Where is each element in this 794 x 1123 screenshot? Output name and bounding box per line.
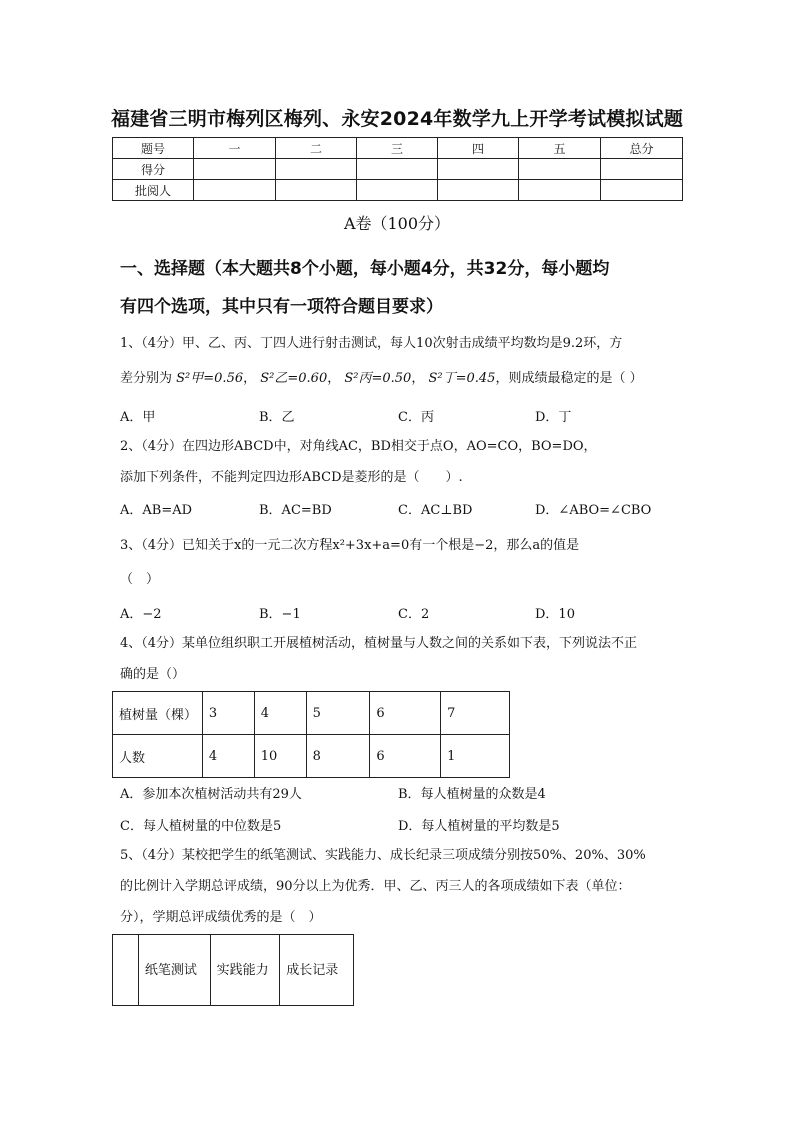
q1-prefix: 差分别为: [120, 371, 173, 386]
q4-options-row1: [120, 783, 690, 803]
q3-option-b: B．−1: [259, 607, 301, 622]
score-cell: [357, 159, 438, 180]
q1-variance-3: S²丙=0.50: [344, 371, 412, 386]
q2-options: [120, 499, 690, 519]
score-cell: [519, 180, 601, 201]
score-cell: [519, 159, 601, 180]
score-cell: [194, 159, 276, 180]
q4-option-c: C．每人植树量的中位数是5: [120, 819, 282, 834]
section-1-heading-line2: 有四个选项，其中只有一项符合题目要求）: [120, 297, 443, 317]
q2-option-c: C．AC⊥BD: [398, 503, 473, 518]
q4-line1: 4、（4分）某单位组织职工开展植树活动，植树量与人数之间的关系如下表，下列说法不正: [120, 636, 638, 651]
q1-option-a: A．甲: [120, 410, 156, 425]
section-a-heading: A卷（100分）: [343, 214, 451, 233]
q5-table-header-row: [113, 935, 354, 1006]
q4-table-cell: 5: [306, 692, 370, 735]
q1-option-b: B．乙: [259, 410, 295, 425]
q4-table-cell: 植树量（棵）: [113, 692, 203, 735]
q4-table-cell: 7: [441, 692, 510, 735]
score-header-cell: 总分: [601, 138, 683, 159]
q1-variance-4: S²丁=0.45: [428, 371, 496, 386]
exam-title: 福建省三明市梅列区梅列、永安2024年数学九上开学考试模拟试题: [110, 108, 684, 130]
q4-option-d: D．每人植树量的平均数是5: [398, 819, 560, 834]
score-cell: [438, 159, 519, 180]
q3-options: [120, 603, 690, 623]
score-cell: [276, 159, 357, 180]
q5-line2: 的比例计入学期总评成绩，90分以上为优秀．甲、乙、丙三人的各项成绩如下表（单位：: [120, 879, 631, 894]
q4-table-cell: 1: [441, 735, 510, 778]
q2-line2: 添加下列条件，不能判定四边形ABCD是菱形的是（ ）.: [120, 470, 463, 485]
q5-data-table: [112, 934, 354, 1006]
score-row: [113, 159, 683, 180]
q4-table-row: [113, 735, 510, 778]
q5-table-cell: [113, 935, 139, 1006]
score-table-header-row: [113, 138, 683, 159]
q3-line1: 3、（4分）已知关于x的一元二次方程x²+3x+a=0有一个根是−2，那么a的值是: [120, 538, 580, 553]
score-cell: [194, 180, 276, 201]
q5-table-header: 纸笔测试: [138, 935, 210, 1006]
score-cell: [357, 180, 438, 201]
q2-option-a: A．AB=AD: [120, 503, 193, 518]
q4-option-a: A．参加本次植树活动共有29人: [120, 787, 302, 802]
q4-table-cell: 8: [306, 735, 370, 778]
reviewer-row: [113, 180, 683, 201]
score-row-label: 批阅人: [113, 180, 194, 201]
score-cell: [601, 159, 683, 180]
score-cell: [438, 180, 519, 201]
q5-line1: 5、（4分）某校把学生的纸笔测试、实践能力、成长纪录三项成绩分别按50%、20%、30%: [120, 848, 646, 863]
q3-option-c: C．2: [398, 607, 430, 622]
score-cell: [276, 180, 357, 201]
q4-table-cell: 3: [202, 692, 254, 735]
q2-option-d: D．∠ABO=∠CBO: [535, 503, 652, 518]
q5-line3: 分），学期总评成绩优秀的是（ ）: [120, 910, 322, 925]
q1-suffix: ，则成绩最稳定的是（ ）: [495, 371, 643, 386]
score-header-cell: 四: [438, 138, 519, 159]
q4-options-row2: [120, 815, 690, 835]
q4-table-cell: 6: [370, 735, 441, 778]
q4-table-cell: 人数: [113, 735, 203, 778]
score-row-label: 得分: [113, 159, 194, 180]
q5-table-header: 成长记录: [280, 935, 354, 1006]
q3-option-d: D．10: [535, 607, 575, 622]
q4-table-cell: 6: [370, 692, 441, 735]
q1-line1: 1、（4分）甲、乙、丙、丁四人进行射击测试，每人10次射击成绩平均数均是9.2环，方: [120, 336, 623, 351]
q2-line1: 2、（4分）在四边形ABCD中，对角线AC，BD相交于点O，AO=CO，BO=DO，: [120, 439, 597, 454]
q4-table-cell: 10: [254, 735, 306, 778]
q1-line2: 差分别为 S²甲=0.56， S²乙=0.60， S²丙=0.50， S²丁=0.45，则成绩最稳定的是（ ）: [120, 371, 643, 386]
q2-option-b: B．AC=BD: [259, 503, 332, 518]
q4-table-row: [113, 692, 510, 735]
score-header-cell: 题号: [113, 138, 194, 159]
score-cell: [601, 180, 683, 201]
q1-variance-2: S²乙=0.60: [260, 371, 328, 386]
q4-data-table: [112, 691, 510, 778]
q4-table-cell: 4: [202, 735, 254, 778]
q3-line2: （ ）: [120, 572, 160, 587]
q1-option-d: D．丁: [535, 410, 572, 425]
q4-option-b: B．每人植树量的众数是4: [398, 787, 546, 802]
score-table: [112, 137, 683, 201]
q3-option-a: A．−2: [120, 607, 162, 622]
score-header-cell: 五: [519, 138, 601, 159]
section-1-heading-line1: 一、选择题（本大题共8个小题，每小题4分，共32分，每小题均: [120, 259, 610, 279]
q5-table-header: 实践能力: [210, 935, 280, 1006]
score-header-cell: 三: [357, 138, 438, 159]
q1-variance-1: S²甲=0.56: [176, 371, 244, 386]
q1-option-c: C．丙: [398, 410, 434, 425]
q4-table-cell: 4: [254, 692, 306, 735]
score-header-cell: 二: [276, 138, 357, 159]
q4-line2: 确的是（）: [120, 667, 186, 682]
q1-options: [120, 406, 690, 426]
score-header-cell: 一: [194, 138, 276, 159]
